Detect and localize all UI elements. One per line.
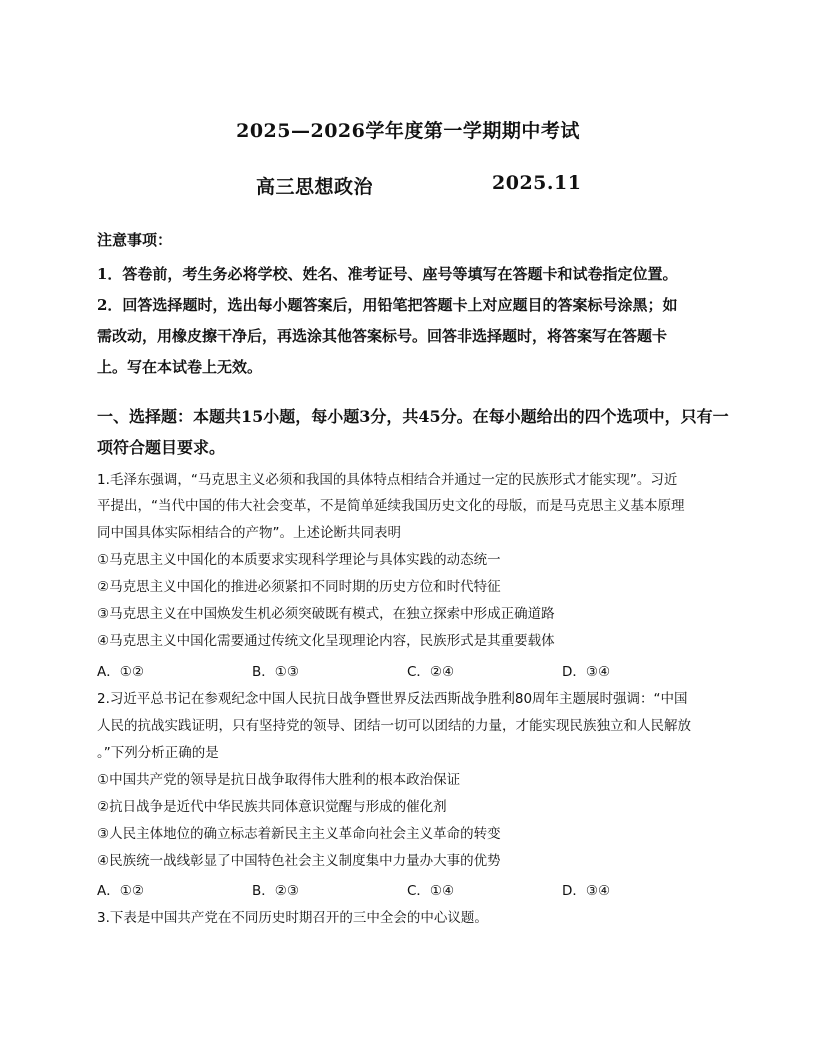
question-2-option-d: D．③④ — [562, 883, 611, 899]
notice-line: 上。写在本试卷上无效。 — [97, 358, 263, 376]
question-1-item: ③马克思主义在中国焕发生机必须突破既有模式，在独立探索中形成正确道路 — [97, 606, 555, 622]
question-2-item: ①中国共产党的领导是抗日战争取得伟大胜利的根本政治保证 — [97, 772, 461, 788]
question-1-stem: 同中国具体实际相结合的产物”。上述论断共同表明 — [97, 525, 401, 541]
section-heading-cont: 项符合题目要求。 — [97, 438, 226, 457]
question-1-option-c: C．②④ — [407, 664, 455, 680]
notice-line: 1．答卷前，考生务必将学校、姓名、准考证号、座号等填写在答题卡和试卷指定位置。 — [97, 265, 678, 283]
question-1-item: ④马克思主义中国化需要通过传统文化呈现理论内容，民族形式是其重要载体 — [97, 633, 555, 649]
question-2-stem: 人民的抗战实践证明，只有坚持党的领导、团结一切可以团结的力量，才能实现民族独立和人民解放 — [97, 718, 691, 734]
question-1-option-b: B．①③ — [252, 664, 299, 680]
exam-date: 2025.11 — [492, 172, 582, 194]
notice-line: 需改动，用橡皮擦干净后，再选涂其他答案标号。回答非选择题时，将答案写在答题卡 — [97, 327, 668, 345]
exam-title: 2025—2026学年度第一学期期中考试 — [236, 120, 580, 142]
question-1-item: ②马克思主义中国化的推进必须紧扣不同时期的历史方位和时代特征 — [97, 579, 501, 595]
notice-heading: 注意事项： — [97, 231, 173, 249]
question-2-option-c: C．①④ — [407, 883, 455, 899]
question-2-option-b: B．②③ — [252, 883, 299, 899]
question-1-option-d: D．③④ — [562, 664, 611, 680]
question-2-stem: 2.习近平总书记在参观纪念中国人民抗日战争暨世界反法西斯战争胜利80周年主题展时强调：“中国 — [97, 691, 688, 707]
section-heading: 一、选择题：本题共15小题，每小题3分，共45分。在每小题给出的四个选项中，只有一 — [97, 407, 729, 426]
question-1-item: ①马克思主义中国化的本质要求实现科学理论与具体实践的动态统一 — [97, 552, 501, 568]
question-2-item: ③人民主体地位的确立标志着新民主主义革命向社会主义革命的转变 — [97, 826, 501, 842]
question-1-stem: 平提出，“当代中国的伟大社会变革，不是简单延续我国历史文化的母版，而是马克思主义基本原理 — [97, 498, 685, 514]
question-2-item: ④民族统一战线彰显了中国特色社会主义制度集中力量办大事的优势 — [97, 853, 501, 869]
subject-title: 高三思想政治 — [256, 176, 374, 198]
question-2-stem: 。”下列分析正确的是 — [97, 745, 219, 761]
question-1-option-a: A．①② — [97, 664, 144, 680]
question-2-option-a: A．①② — [97, 883, 144, 899]
question-3-stem: 3.下表是中国共产党在不同历史时期召开的三中全会的中心议题。 — [97, 910, 488, 926]
notice-line: 2．回答选择题时，选出每小题答案后，用铅笔把答题卡上对应题目的答案标号涂黑；如 — [97, 296, 678, 314]
question-2-item: ②抗日战争是近代中华民族共同体意识觉醒与形成的催化剂 — [97, 799, 447, 815]
question-1-stem: 1.毛泽东强调，“马克思主义必须和我国的具体特点相结合并通过一定的民族形式才能实现”。习近 — [97, 472, 678, 488]
